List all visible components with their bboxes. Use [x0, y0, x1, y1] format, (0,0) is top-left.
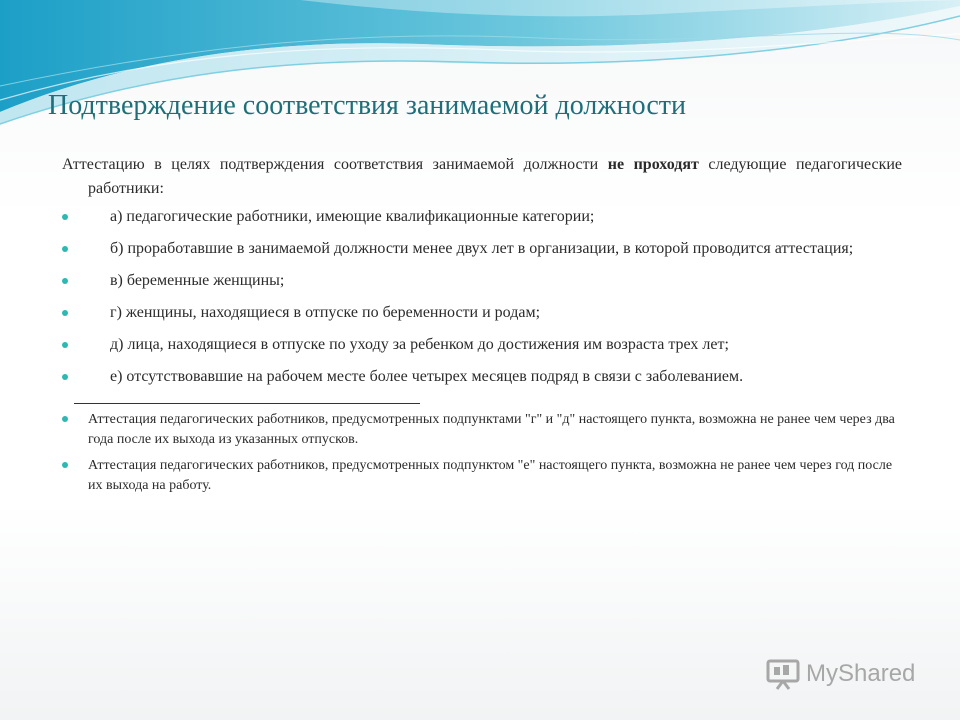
bullet-dot-icon: [62, 278, 68, 284]
bullet-dot-icon: [62, 342, 68, 348]
list-item-text: д) лица, находящиеся в отпуске по уходу за ребенком до достижения им возраста трех лет;: [110, 336, 729, 353]
footnote-item: [62, 456, 902, 496]
footnote-text: Аттестация педагогических работников, предусмотренных подпунктами "г" и "д" настоящего пункта, возможна не ранее чем через два года после их выхода из указанных отпусков.: [88, 412, 895, 447]
list-item: [62, 301, 902, 325]
intro-bold-text: не проходят: [607, 156, 699, 173]
list-item: [62, 237, 902, 261]
watermark-logo: [766, 656, 915, 692]
footnote-divider: [74, 403, 420, 404]
footnote-text: Аттестация педагогических работников, предусмотренных подпунктом "е" настоящего пункта, возможна не ранее чем через год после их выхода на работу.: [88, 458, 893, 493]
intro-text-end: следующие педагогические работники:: [88, 156, 903, 197]
bullet-dot-icon: [62, 214, 68, 220]
list-item: [62, 269, 902, 293]
slide-title: Подтверждение соответствия занимаемой должности: [48, 90, 686, 121]
bullet-dot-icon: [62, 246, 68, 252]
bullet-dot-icon: [62, 462, 68, 468]
list-item-text: е) отсутствовавшие на рабочем месте более четырех месяцев подряд в связи с заболеванием.: [110, 368, 744, 385]
list-item-text: в) беременные женщины;: [110, 272, 285, 289]
list-item-text: а) педагогические работники, имеющие квалификационные категории;: [110, 208, 595, 225]
presentation-board-icon: [766, 658, 800, 690]
list-item: [62, 205, 902, 229]
bullet-dot-icon: [62, 416, 68, 422]
list-item-text: г) женщины, находящиеся в отпуске по беременности и родам;: [110, 304, 541, 321]
bullet-dot-icon: [62, 310, 68, 316]
bullet-dot-icon: [62, 374, 68, 380]
footnote-item: [62, 410, 902, 450]
intro-text-start: Аттестацию в целях подтверждения соответствия занимаемой должности: [62, 156, 608, 173]
intro-paragraph: [62, 153, 902, 201]
list-item: [62, 365, 902, 389]
slide-content: [62, 153, 902, 502]
list-item: [62, 333, 902, 357]
list-item-text: б) проработавшие в занимаемой должности менее двух лет в организации, в которой проводится аттестация;: [110, 240, 854, 257]
watermark-text: MyShared: [806, 660, 916, 687]
